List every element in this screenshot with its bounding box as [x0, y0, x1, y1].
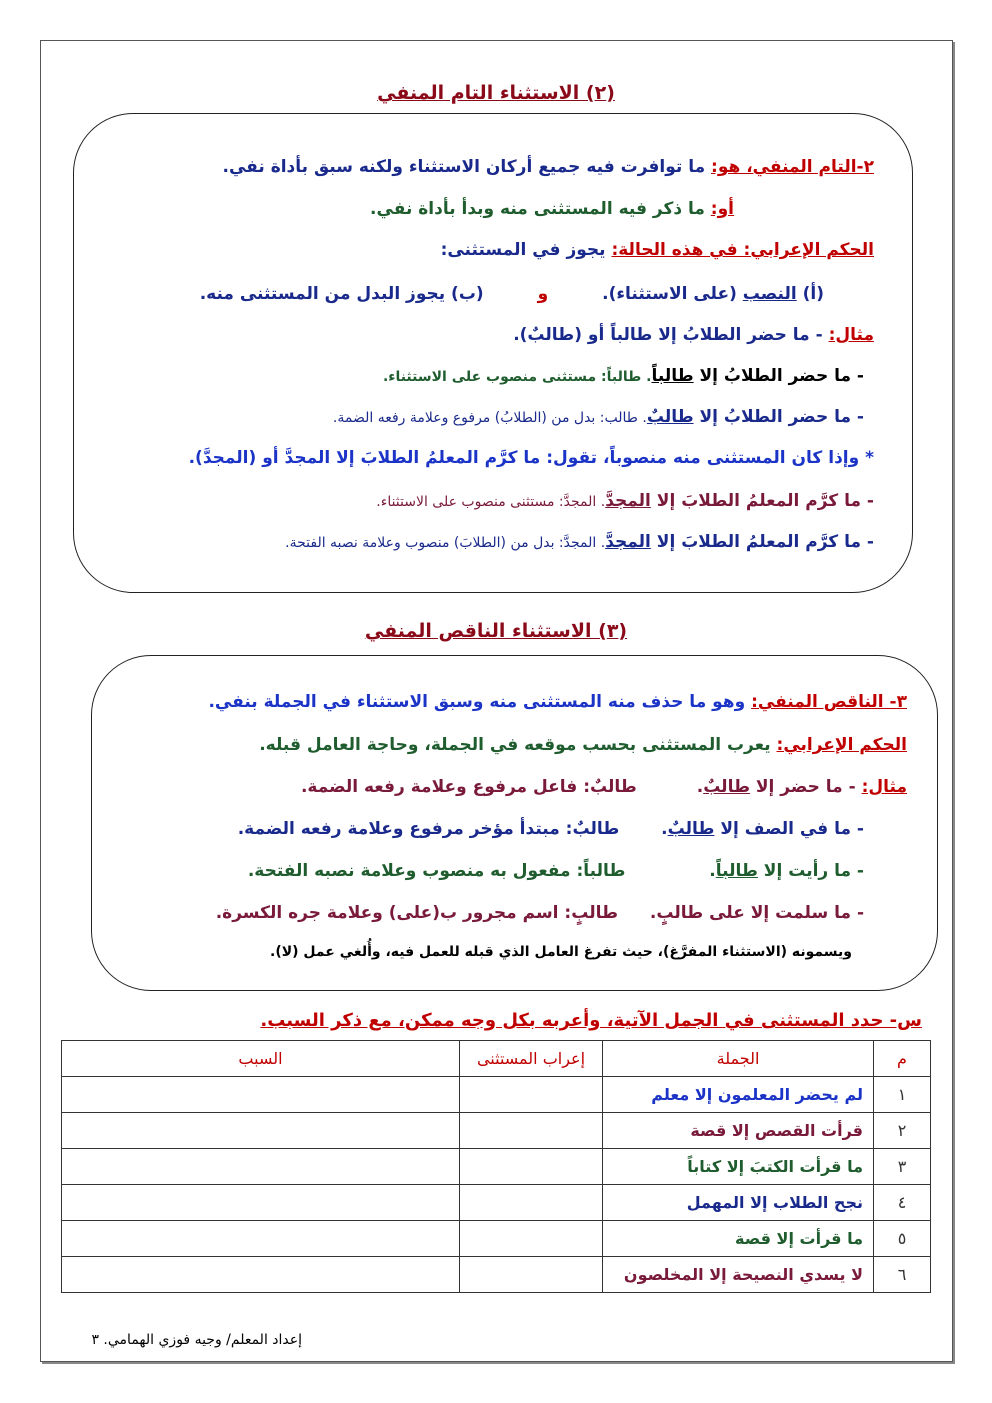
row-parsing-cell[interactable]	[460, 1257, 603, 1293]
row-number: ٤	[874, 1185, 931, 1221]
row-reason-cell[interactable]	[62, 1185, 460, 1221]
section3-example-3: - ما رأيت إلا طالباً. طالباً: مفعول به منصوب وعلامة نصبه الفتحة.	[247, 861, 864, 881]
section2-note: * وإذا كان المستثنى منه منصوباً، تقول: ما كرَّم المعلمُ الطلابَ إلا المجدَّ أو (المجدَّ).	[188, 448, 874, 468]
row-parsing-cell[interactable]	[460, 1221, 603, 1257]
section2-options: (أ) النصب (على الاستثناء). و (ب) يجوز البدل من المستثنى منه.	[199, 284, 824, 304]
section3-example-1: مثال: - ما حضر إلا طالبٌ. طالبٌ: فاعل مرفوع وعلامة رفعه الضمة.	[300, 777, 907, 797]
table-row	[62, 1257, 931, 1293]
row-sentence: لم يحضر المعلمون إلا معلم	[603, 1077, 874, 1113]
row-parsing-cell[interactable]	[460, 1077, 603, 1113]
row-parsing-cell[interactable]	[460, 1113, 603, 1149]
row-parsing-cell[interactable]	[460, 1149, 603, 1185]
section3-rule: الحكم الإعرابي: يعرب المستثنى بحسب موقعه في الجملة، وحاجة العامل قبله.	[259, 735, 907, 755]
row-sentence: ما قرأت إلا قصة	[603, 1221, 874, 1257]
section3-heading: (٣) الاستثناء الناقص المنفي	[364, 620, 628, 642]
section3-example-2: - ما في الصف إلا طالبٌ. طالبٌ: مبتدأ مؤخر مرفوع وعلامة رفعه الضمة.	[237, 819, 864, 839]
row-reason-cell[interactable]	[62, 1149, 460, 1185]
section2-alternative: أو: ما ذكر فيه المستثنى منه وبدأ بأداة نفي.	[370, 199, 734, 219]
row-number: ١	[874, 1077, 931, 1113]
row-reason-cell[interactable]	[62, 1113, 460, 1149]
section2-example: مثال: - ما حضر الطلابُ إلا طالباً أو (طالبٌ).	[513, 325, 874, 345]
row-reason-cell[interactable]	[62, 1077, 460, 1113]
row-number: ٣	[874, 1149, 931, 1185]
section2-example-2: - ما حضر الطلابُ إلا طالبٌ. طالب: بدل من (الطلابُ) مرفوع وعلامة رفعه الضمة.	[332, 407, 864, 427]
section2-definition: ٢-التام المنفي، هو: ما توافرت فيه جميع أركان الاستثناء ولكنه سبق بأداة نفي.	[222, 157, 874, 177]
exercise-table	[61, 1040, 931, 1293]
exercise-question: س- حدد المستثنى في الجمل الآتية، وأعربه بكل وجه ممكن، مع ذكر السبب.	[260, 1010, 922, 1031]
row-sentence: لا يسدي النصيحة إلا المخلصون	[603, 1257, 874, 1293]
section2-example-3: - ما كرَّم المعلمُ الطلابَ إلا المجدَّ. المجدَّ: مستثنى منصوب على الاستثناء.	[376, 491, 874, 511]
section2-example-4: - ما كرَّم المعلمُ الطلابَ إلا المجدَّ. المجدَّ: بدل من (الطلابَ) منصوب وعلامة نصبه الفتحة.	[285, 532, 874, 552]
row-number: ٢	[874, 1113, 931, 1149]
header-sentence: الجملة	[603, 1041, 874, 1077]
row-number: ٥	[874, 1221, 931, 1257]
section3-example-4: - ما سلمت إلا على طالبٍ. طالبٍ: اسم مجرور ب(على) وعلامة جره الكسرة.	[215, 903, 864, 923]
section2-heading: (٢) الاستثناء التام المنفي	[377, 82, 615, 104]
header-reason: السبب	[62, 1041, 460, 1077]
table-row	[62, 1077, 931, 1113]
section3-definition: ٣- الناقص المنفي: وهو ما حذف منه المستثنى منه وسبق الاستثناء في الجملة بنفي.	[208, 692, 907, 712]
table-row	[62, 1185, 931, 1221]
row-reason-cell[interactable]	[62, 1221, 460, 1257]
section2-example-1: - ما حضر الطلابُ إلا طالباً. طالباً: مستثنى منصوب على الاستثناء.	[382, 366, 864, 386]
section3-note: ويسمونه (الاستثناء المفرَّغ)، حيث تفرغ العامل الذي قبله للعمل فيه، وأُلغي عمل (لا).	[270, 944, 852, 960]
section2-rule: الحكم الإعرابي: في هذه الحالة: يجوز في المستثنى:	[440, 240, 874, 260]
table-row	[62, 1149, 931, 1185]
row-sentence: ما قرأت الكتبَ إلا كتاباً	[603, 1149, 874, 1185]
section2-box	[73, 113, 913, 593]
table-header-row	[62, 1041, 931, 1077]
row-sentence: نجح الطلاب إلا المهمل	[603, 1185, 874, 1221]
header-parsing: إعراب المستثنى	[460, 1041, 603, 1077]
row-sentence: قرأت القصص إلا قصة	[603, 1113, 874, 1149]
footer-author-page: إعداد المعلم/ وجيه فوزي الهمامي. ٣	[91, 1332, 302, 1348]
row-number: ٦	[874, 1257, 931, 1293]
row-parsing-cell[interactable]	[460, 1185, 603, 1221]
table-row	[62, 1113, 931, 1149]
row-reason-cell[interactable]	[62, 1257, 460, 1293]
header-number: م	[874, 1041, 931, 1077]
table-row	[62, 1221, 931, 1257]
